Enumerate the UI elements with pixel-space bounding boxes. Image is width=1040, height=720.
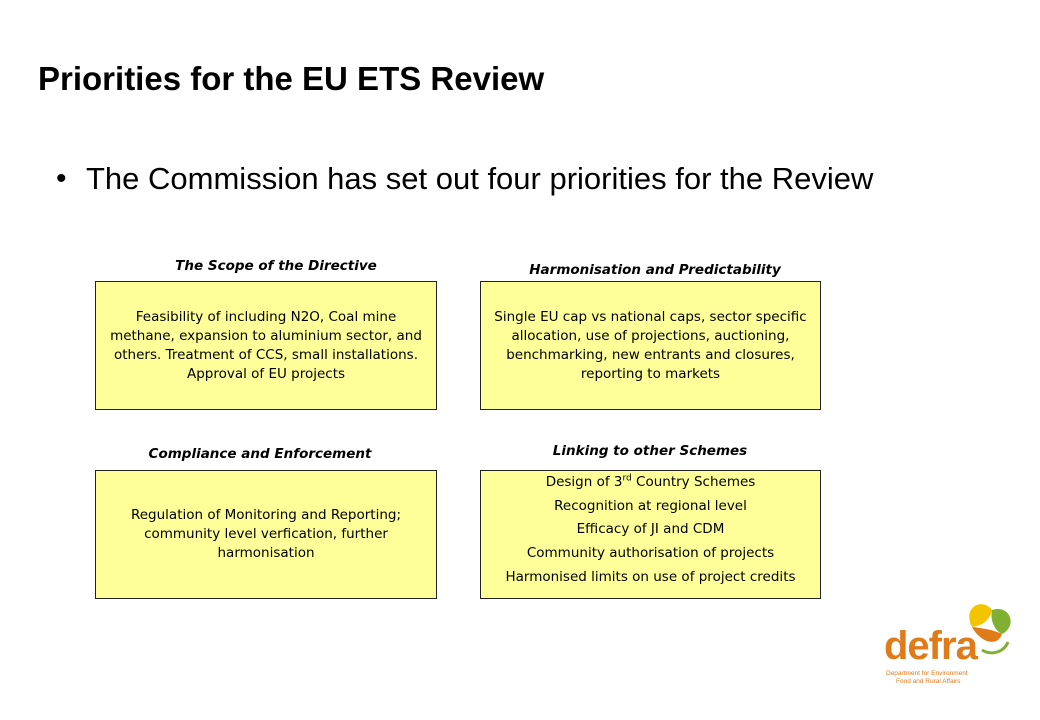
bullet-point: [56, 160, 956, 198]
bullet-dot: •: [56, 162, 67, 195]
scope-body: Feasibility of including N2O, Coal mine methane, expansion to aluminium sector, and others. Treatment of CCS, small installations. Approval of EU projects: [110, 308, 422, 382]
bullet-text: The Commission has set out four priorities for the Review: [86, 161, 874, 196]
linking-box: [480, 470, 821, 599]
linking-item-1: Design of 3rd Country Schemes: [545, 473, 756, 490]
compliance-body: Regulation of Monitoring and Reporting; community level verfication, further harmonisation: [130, 507, 402, 561]
slide-title: Priorities for the EU ETS Review: [38, 60, 545, 97]
linking-item-3: Efficacy of JI and CDM: [576, 521, 725, 537]
harmonisation-body: Single EU cap vs national caps, sector specific allocation, use of projections, auctioning, benchmarking, new entrants and closures, reporting to markets: [494, 308, 807, 382]
harmonisation-box: [480, 281, 821, 410]
defra-logo: [884, 592, 1014, 692]
linking-heading: Linking to other Schemes: [552, 443, 748, 459]
linking-item-5: Harmonised limits on use of project credits: [505, 569, 796, 585]
linking-item-2: Recognition at regional level: [554, 497, 747, 514]
scope-box: [95, 281, 437, 410]
defra-wordmark: defra: [884, 624, 977, 668]
compliance-box: [95, 470, 437, 599]
harmonisation-heading: Harmonisation and Predictability: [529, 262, 781, 278]
compliance-heading: Compliance and Enforcement: [148, 446, 372, 462]
linking-item-4: Community authorisation of projects: [526, 544, 775, 561]
scope-heading: The Scope of the Directive: [175, 258, 377, 274]
defra-subtitle-1: Department for Environment: [886, 670, 968, 677]
defra-subtitle-2: Food and Rural Affairs: [896, 678, 961, 685]
